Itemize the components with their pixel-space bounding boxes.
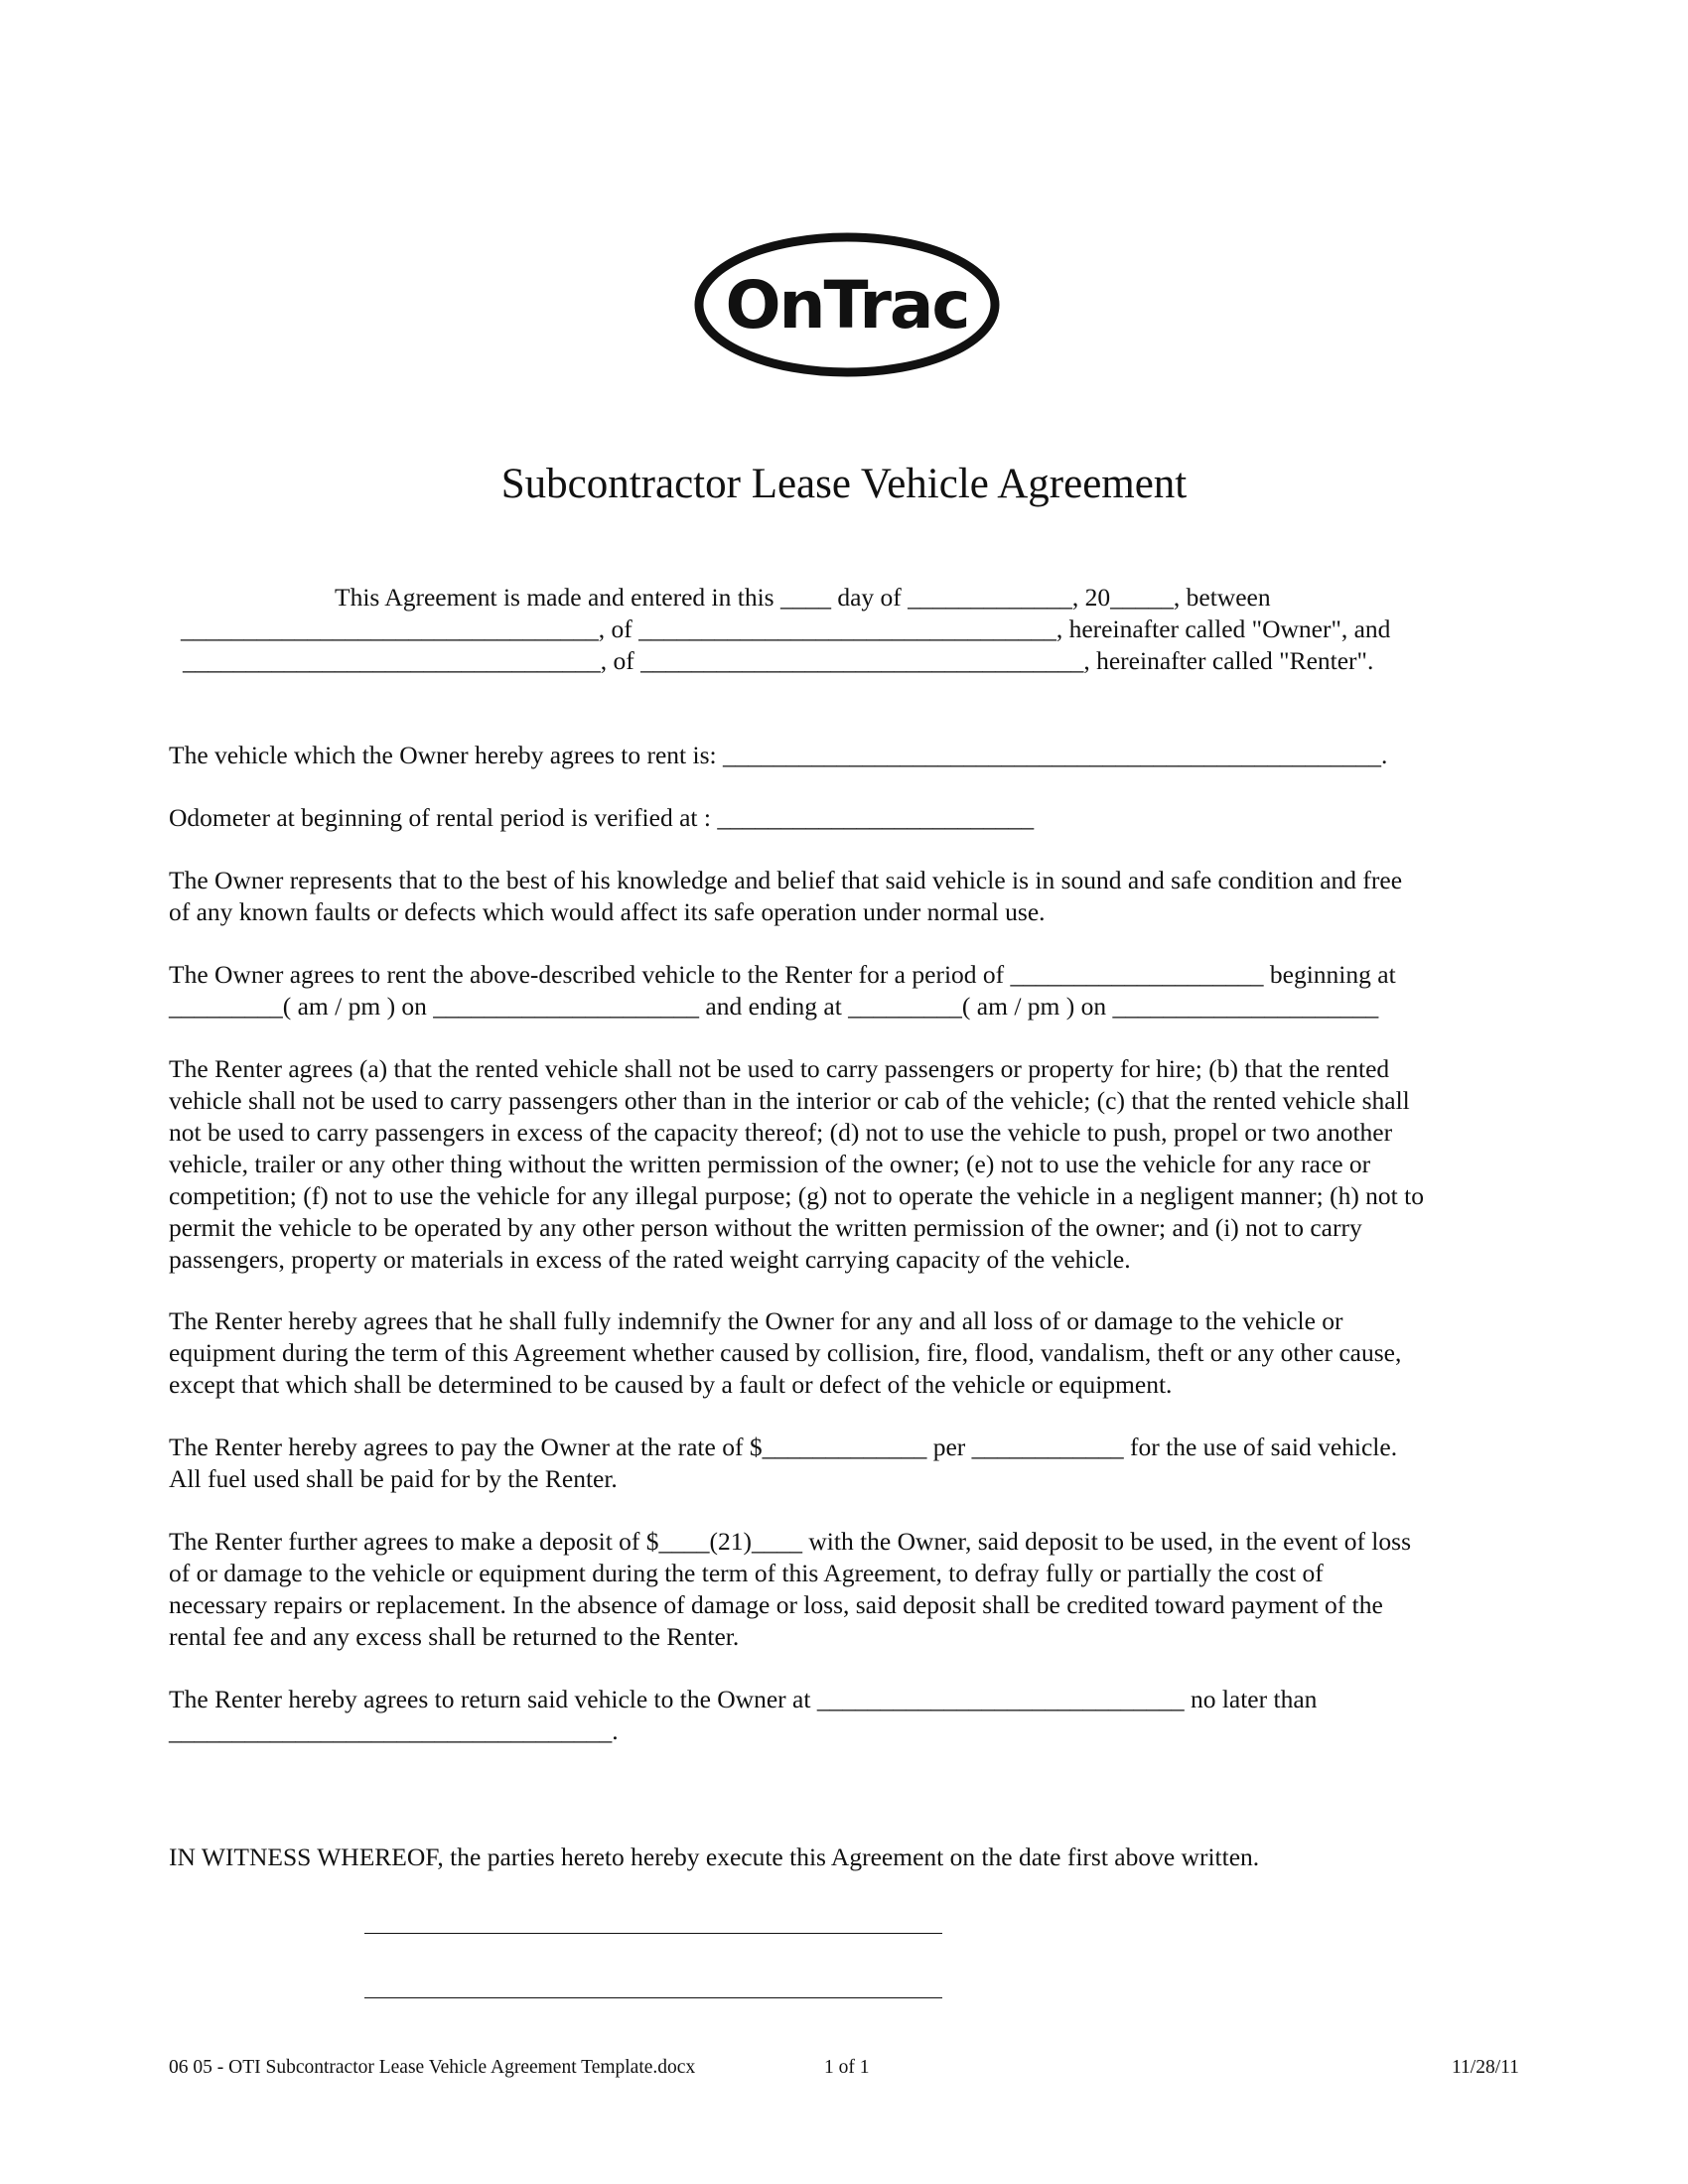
return-paragraph <box>169 1684 1529 1747</box>
owner-represents-paragraph <box>169 865 1529 928</box>
paragraph-line: rental fee and any excess shall be returned to the Renter. <box>169 1622 740 1651</box>
odometer-line: Odometer at beginning of rental period is verified at : _________________________ <box>169 803 1035 832</box>
deposit-paragraph <box>169 1526 1529 1653</box>
footer-filename: 06 05 - OTI Subcontractor Lease Vehicle Agreement Template.docx <box>169 2057 696 2078</box>
paragraph-line: necessary repairs or replacement. In the absence of damage or loss, said deposit shall be credited toward payment of the <box>169 1590 1383 1619</box>
paragraph-line: of any known faults or defects which would affect its safe operation under normal use. <box>169 897 1046 926</box>
paragraph-line: The Renter hereby agrees to pay the Owner at the rate of $_____________ per ____________ for the use of said vehicle. <box>169 1433 1398 1461</box>
footer-page-number: 1 of 1 <box>824 2057 870 2078</box>
document-title: Subcontractor Lease Vehicle Agreement <box>500 461 1188 507</box>
rental-period-paragraph <box>169 959 1529 1023</box>
paragraph-line: The Renter hereby agrees to return said vehicle to the Owner at _____________________________ no later than <box>169 1685 1318 1713</box>
paragraph-line: equipment during the term of this Agreement whether caused by collision, fire, flood, vandalism, theft or any other cause, <box>169 1338 1402 1367</box>
paragraph-line: The Renter further agrees to make a deposit of $____(21)____ with the Owner, said deposit to be used, in the event of loss <box>169 1527 1411 1556</box>
intro-line-3: _________________________________, of ___________________________________, hereinafter called "Renter". <box>183 646 1374 675</box>
paragraph-line: except that which shall be determined to be caused by a fault or defect of the vehicle or equipment. <box>169 1370 1173 1399</box>
paragraph-line: _________( am / pm ) on _____________________ and ending at _________( am / pm ) on _____________________ <box>169 992 1379 1021</box>
paragraph-line: vehicle shall not be used to carry passengers other than in the interior or cab of the vehicle; (c) that the rented vehicle shall <box>169 1086 1410 1115</box>
paragraph-line: The Owner agrees to rent the above-described vehicle to the Renter for a period of ____________________ beginning at <box>169 960 1396 989</box>
paragraph-line: competition; (f) not to use the vehicle for any illegal purpose; (g) not to operate the vehicle in a negligent manner; (h) not to <box>169 1181 1424 1210</box>
vehicle-line: The vehicle which the Owner hereby agrees to rent is: ____________________________________________________. <box>169 741 1388 769</box>
paragraph-line: passengers, property or materials in excess of the rated weight carrying capacity of the vehicle. <box>169 1245 1131 1274</box>
indemnify-paragraph <box>169 1305 1529 1401</box>
paragraph-line: not be used to carry passengers in excess of the capacity thereof; (d) not to use the vehicle to push, propel or two another <box>169 1118 1393 1147</box>
rate-paragraph <box>169 1432 1529 1495</box>
paragraph-line: ___________________________________. <box>169 1716 619 1745</box>
signature-line-owner <box>364 1933 942 1934</box>
witness-line: IN WITNESS WHEREOF, the parties hereto hereby execute this Agreement on the date first above written. <box>169 1843 1260 1871</box>
paragraph-line: of or damage to the vehicle or equipment during the term of this Agreement, to defray fully or partially the cost of <box>169 1559 1324 1587</box>
paragraph-line: vehicle, trailer or any other thing without the written permission of the owner; (e) not to use the vehicle for any race or <box>169 1150 1371 1178</box>
logo-text: OnTrac <box>725 267 969 343</box>
paragraph-line: All fuel used shall be paid for by the Renter. <box>169 1464 618 1493</box>
footer-date: 11/28/11 <box>1452 2057 1519 2078</box>
intro-line-1: This Agreement is made and entered in this ____ day of _____________, 20_____, between <box>335 583 1271 612</box>
ontrac-logo <box>692 230 1002 379</box>
paragraph-line: The Renter agrees (a) that the rented vehicle shall not be used to carry passengers or property for hire; (b) that the rented <box>169 1054 1390 1083</box>
paragraph-line: The Owner represents that to the best of his knowledge and belief that said vehicle is in sound and safe condition and free <box>169 866 1403 894</box>
intro-line-2: _________________________________, of _________________________________, hereinafter called "Owner", and <box>181 614 1391 643</box>
paragraph-line: The Renter hereby agrees that he shall fully indemnify the Owner for any and all loss of or damage to the vehicle or <box>169 1306 1343 1335</box>
signature-line-renter <box>364 1997 942 1998</box>
renter-agrees-paragraph <box>169 1053 1529 1276</box>
paragraph-line: permit the vehicle to be operated by any other person without the written permission of the owner; and (i) not to carry <box>169 1213 1362 1242</box>
